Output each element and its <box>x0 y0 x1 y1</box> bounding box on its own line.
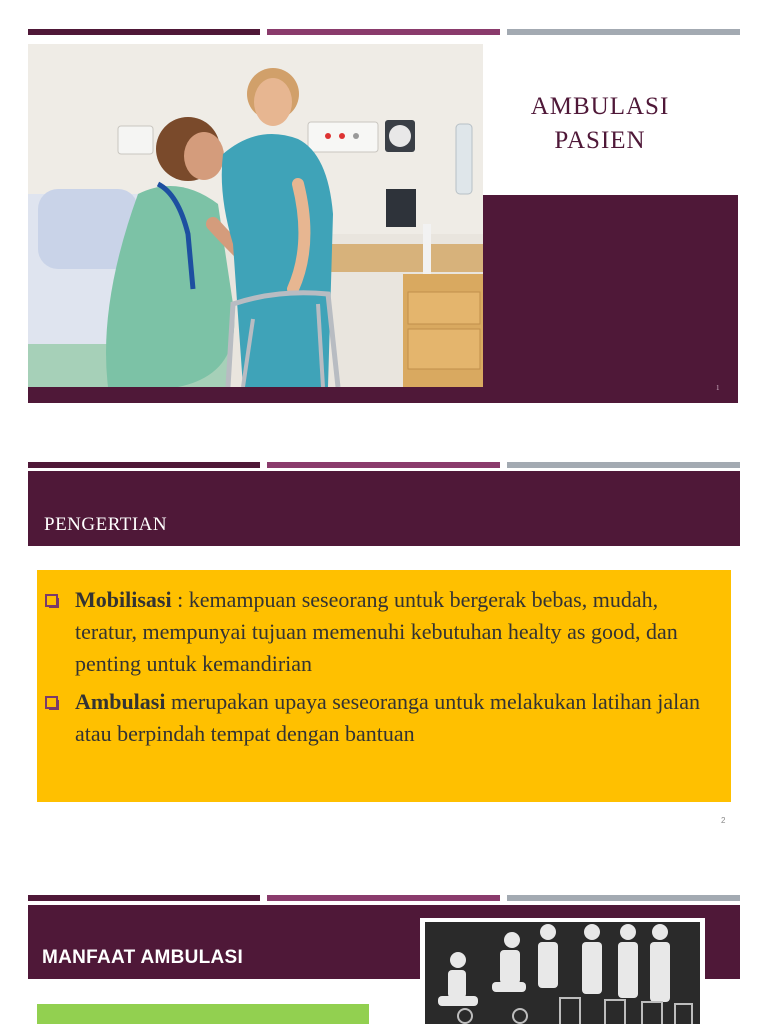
bullet-term: Mobilisasi <box>75 587 172 612</box>
slide3-top-bar-mid <box>267 895 500 901</box>
sit-to-stand-sequence-icon <box>420 918 705 1024</box>
definition-box <box>37 570 731 802</box>
slide1-number: 1 <box>716 384 720 392</box>
nurse-patient-photo <box>28 44 483 387</box>
slide1-accent-band <box>483 195 738 403</box>
bullet-term: Ambulasi <box>75 689 166 714</box>
slide3-top-bar-dark <box>28 895 260 901</box>
slide2-heading: PENGERTIAN <box>44 514 168 535</box>
bullet-text: : kemampuan seseorang untuk bergerak bebas, mudah, teratur, mempunyai tujuan memenuhi kebutuhan healty as good, dan penting untuk kemandirian <box>75 587 678 676</box>
slide1-title <box>495 90 705 158</box>
slide1-top-bar-mid <box>267 29 500 35</box>
checkbox-bullet-icon <box>45 696 58 709</box>
slide3-heading: MANFAAT AMBULASI <box>42 947 244 968</box>
sit-to-stand-photo <box>420 918 705 1024</box>
slide1-bottom-band <box>28 387 738 403</box>
slide1-title-line1: AMBULASI <box>530 93 670 120</box>
slide3-green-box <box>37 1004 369 1024</box>
slide2-top-bar-gray <box>507 462 740 468</box>
slide1-top-bar-dark <box>28 29 260 35</box>
slide2-top-bar-dark <box>28 462 260 468</box>
slide2-top-bar-mid <box>267 462 500 468</box>
definition-bullet-mobilisasi <box>45 584 725 680</box>
slide1-title-line2: PASIEN <box>554 127 646 154</box>
slide2-number: 2 <box>721 816 726 825</box>
slide3-top-bar-gray <box>507 895 740 901</box>
slide1-top-bar-gray <box>507 29 740 35</box>
checkbox-bullet-icon <box>45 594 58 607</box>
bullet-text: merupakan upaya seseoranga untuk melakukan latihan jalan atau berpindah tempat dengan bantuan <box>75 689 701 746</box>
nurse-helping-patient-with-walker-icon <box>28 44 483 387</box>
definition-bullet-ambulasi <box>45 686 725 750</box>
